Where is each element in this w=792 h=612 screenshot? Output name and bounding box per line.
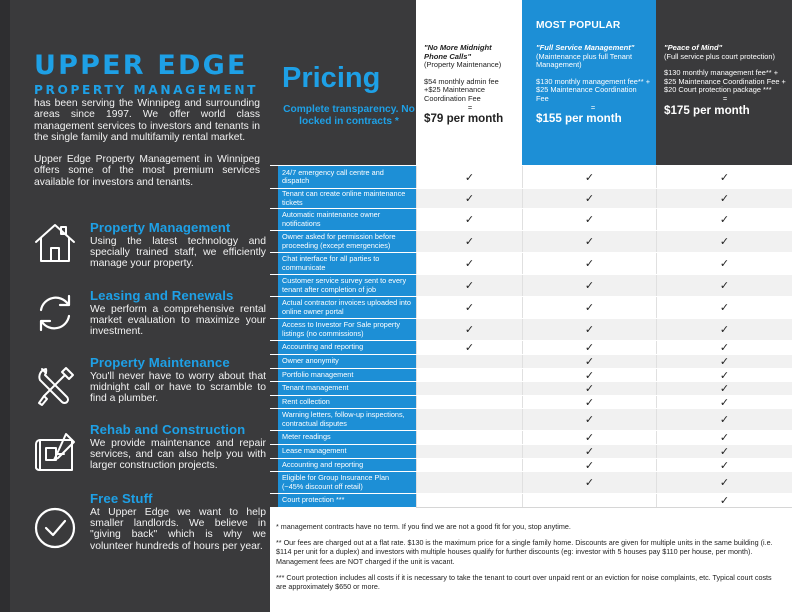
plan-name: "Peace of Mind" xyxy=(664,43,723,52)
row-accent-strip xyxy=(270,341,278,354)
plan-1-cell xyxy=(416,459,522,471)
checkmark-icon: ✓ xyxy=(464,193,475,205)
plan-3-cell xyxy=(656,409,792,430)
plan-2-cell xyxy=(522,369,656,381)
plan-price: $175 per month xyxy=(664,103,750,117)
footnotes xyxy=(276,522,784,591)
plan-1-cell xyxy=(416,396,522,408)
intro-paragraph-2: Upper Edge Property Management in Winnipeg offers some of the most premium services available for investors and tenants. xyxy=(34,154,260,188)
plan-details xyxy=(536,44,650,125)
checkmark-icon: ✓ xyxy=(719,446,730,458)
plan-name: "No More Midnight Phone Calls" xyxy=(424,43,492,61)
feature-row xyxy=(270,252,792,274)
service-rehab-construction xyxy=(10,422,266,502)
plan-column-peace-of-mind xyxy=(656,0,792,165)
feature-row xyxy=(270,165,792,188)
feature-label: Meter readings xyxy=(278,431,416,444)
plan-1-cell xyxy=(416,472,522,493)
plan-1-cell xyxy=(416,382,522,395)
feature-label: Actual contractor invoices uploaded into online owner portal xyxy=(278,297,416,318)
feature-label: Chat interface for all parties to communicate xyxy=(278,253,416,274)
pricing-title: Pricing xyxy=(282,62,381,94)
plan-3-cell xyxy=(656,396,792,408)
checkmark-icon: ✓ xyxy=(584,432,595,444)
plan-1-cell xyxy=(416,297,522,318)
feature-label: Accounting and reporting xyxy=(278,341,416,354)
row-accent-strip xyxy=(270,445,278,458)
footnote-1: * management contracts have no term. If you find we are not a good fit for you, stop anytime. xyxy=(276,522,571,531)
plan-2-cell xyxy=(522,297,656,318)
feature-label: Automatic maintenance owner notifications xyxy=(278,209,416,230)
feature-row xyxy=(270,493,792,507)
feature-label: Owner asked for permission before proceeding (except emergencies) xyxy=(278,231,416,252)
checkmark-icon: ✓ xyxy=(464,342,475,354)
checkmark-icon: ✓ xyxy=(584,446,595,458)
checkmark-icon: ✓ xyxy=(719,356,730,368)
checkmark-icon: ✓ xyxy=(584,477,595,489)
plan-fees: $54 monthly admin fee +$25 Maintenance Coordination Fee xyxy=(424,76,499,103)
feature-label: Warning letters, follow-up inspections, contractual disputes xyxy=(278,409,416,430)
feature-label: Lease management xyxy=(278,445,416,458)
feature-row xyxy=(270,408,792,430)
checkmark-icon: ✓ xyxy=(584,171,595,184)
feature-label: 24/7 emergency call centre and dispatch xyxy=(278,166,416,188)
check-circle-icon xyxy=(32,505,78,551)
intro-text xyxy=(34,98,260,188)
plan-3-cell xyxy=(656,431,792,444)
plan-2-cell xyxy=(522,166,656,188)
plan-description: (Maintenance plus full Tenant Management) xyxy=(536,51,633,70)
feature-row xyxy=(270,354,792,368)
blueprint-pencil-icon xyxy=(32,430,78,476)
row-accent-strip xyxy=(270,297,278,318)
feature-row xyxy=(270,230,792,252)
plan-3-cell xyxy=(656,166,792,188)
pricing-subtitle: Complete transparency. No locked in contracts * xyxy=(283,104,415,127)
plan-2-cell xyxy=(522,494,656,507)
checkmark-icon: ✓ xyxy=(584,414,595,426)
checkmark-icon: ✓ xyxy=(584,193,595,205)
plan-2-cell xyxy=(522,431,656,444)
plan-description: (Property Maintenance) xyxy=(424,60,502,70)
service-title: Leasing and Renewals xyxy=(90,288,234,303)
brand-subtitle: PROPERTY MANAGEMENT xyxy=(34,83,259,97)
checkmark-icon: ✓ xyxy=(584,396,595,409)
row-accent-strip xyxy=(270,355,278,368)
row-accent-strip xyxy=(270,209,278,230)
feature-row xyxy=(270,296,792,318)
feature-label: Tenant can create online maintenance tickets xyxy=(278,189,416,208)
checkmark-icon: ✓ xyxy=(584,258,595,270)
checkmark-icon: ✓ xyxy=(719,414,730,426)
plan-2-cell xyxy=(522,355,656,368)
feature-row xyxy=(270,208,792,230)
plan-details xyxy=(664,44,786,117)
plan-price: $79 per month xyxy=(424,112,504,126)
plan-1-cell xyxy=(416,355,522,368)
checkmark-icon: ✓ xyxy=(584,356,595,368)
service-title: Property Management xyxy=(90,220,231,235)
plan-3-cell xyxy=(656,231,792,252)
row-accent-strip xyxy=(270,396,278,408)
checkmark-icon: ✓ xyxy=(584,369,595,382)
plan-1-cell xyxy=(416,341,522,354)
plan-name: "Full Service Management" xyxy=(536,43,635,52)
feature-row xyxy=(270,444,792,458)
plan-3-cell xyxy=(656,319,792,340)
feature-label: Rent collection xyxy=(278,396,416,408)
service-title: Free Stuff xyxy=(90,491,153,506)
plan-1-cell xyxy=(416,275,522,296)
plan-3-cell xyxy=(656,382,792,395)
brand-title: UPPER EDGE xyxy=(34,50,248,81)
plan-price: $155 per month xyxy=(536,112,622,126)
left-accent-strip xyxy=(0,0,10,612)
plan-3-cell xyxy=(656,275,792,296)
intro-paragraph-1: has been serving the Winnipeg and surrounding areas since 1997. We offer world class management services to investors and tenants in the single family and multifamily rental market. xyxy=(34,98,260,143)
plan-2-cell xyxy=(522,459,656,471)
row-accent-strip xyxy=(270,472,278,493)
feature-label: Court protection *** xyxy=(278,494,416,507)
row-accent-strip xyxy=(270,409,278,430)
checkmark-icon: ✓ xyxy=(584,342,595,354)
row-accent-strip xyxy=(270,382,278,395)
plan-2-cell xyxy=(522,341,656,354)
most-popular-badge: MOST POPULAR xyxy=(536,20,621,31)
plan-1-cell xyxy=(416,209,522,230)
plan-fees: $130 monthly management fee** + $25 Maintenance Coordination Fee + $20 Court protection package *** xyxy=(664,68,786,95)
row-accent-strip xyxy=(270,231,278,252)
service-free-stuff xyxy=(10,491,266,571)
checkmark-icon: ✓ xyxy=(719,369,730,382)
plan-3-cell xyxy=(656,494,792,507)
plan-2-cell xyxy=(522,382,656,395)
plan-2-cell xyxy=(522,275,656,296)
checkmark-icon: ✓ xyxy=(584,236,595,248)
checkmark-icon: ✓ xyxy=(464,214,475,226)
feature-row xyxy=(270,471,792,493)
checkmark-icon: ✓ xyxy=(584,459,595,472)
plan-1-cell xyxy=(416,253,522,274)
feature-label: Access to Investor For Sale property listings (no commissions) xyxy=(278,319,416,340)
row-divider xyxy=(416,507,792,508)
feature-label: Owner anonymity xyxy=(278,355,416,368)
plan-equals: = xyxy=(590,102,596,112)
plan-3-cell xyxy=(656,189,792,208)
feature-label: Tenant management xyxy=(278,382,416,395)
plan-column-full-service xyxy=(522,0,656,165)
checkmark-icon: ✓ xyxy=(719,280,730,292)
checkmark-icon: ✓ xyxy=(464,236,475,248)
checkmark-icon: ✓ xyxy=(464,302,475,314)
service-text: We perform a comprehensive rental market evaluation to maximize your investment. xyxy=(90,304,266,338)
plan-1-cell xyxy=(416,431,522,444)
plan-3-cell xyxy=(656,355,792,368)
checkmark-icon: ✓ xyxy=(719,193,730,205)
plan-1-cell xyxy=(416,409,522,430)
checkmark-icon: ✓ xyxy=(719,495,730,507)
checkmark-icon: ✓ xyxy=(719,236,730,248)
plan-1-cell xyxy=(416,189,522,208)
feature-row xyxy=(270,188,792,208)
service-text: We provide maintenance and repair services, and can also help you with larger construction projects. xyxy=(90,438,266,472)
renew-arrows-icon xyxy=(32,290,78,336)
checkmark-icon: ✓ xyxy=(584,214,595,226)
plan-2-cell xyxy=(522,231,656,252)
plan-2-cell xyxy=(522,189,656,208)
feature-label: Portfolio management xyxy=(278,369,416,381)
plan-3-cell xyxy=(656,253,792,274)
plan-3-cell xyxy=(656,459,792,471)
checkmark-icon: ✓ xyxy=(464,258,475,270)
plan-3-cell xyxy=(656,297,792,318)
service-text: Using the latest technology and specially trained staff, we efficiently manage your property. xyxy=(90,236,266,270)
feature-label: Customer service survey sent to every tenant after completion of job xyxy=(278,275,416,296)
plan-column-maintenance xyxy=(416,0,522,165)
plan-1-cell xyxy=(416,369,522,381)
plan-1-cell xyxy=(416,494,522,507)
plan-3-cell xyxy=(656,369,792,381)
checkmark-icon: ✓ xyxy=(719,258,730,270)
brand-logo xyxy=(34,52,259,97)
service-title: Rehab and Construction xyxy=(90,422,246,437)
footnote-3: *** Court protection includes all costs if it is necessary to take the tenant to court over unpaid rent or an eviction for noise complaints, etc. Typical court costs are approximately $650 or more. xyxy=(276,572,772,592)
row-accent-strip xyxy=(270,431,278,444)
left-panel xyxy=(0,0,270,612)
feature-comparison-table xyxy=(270,165,792,507)
plan-2-cell xyxy=(522,472,656,493)
plan-2-cell xyxy=(522,319,656,340)
service-title: Property Maintenance xyxy=(90,355,230,370)
feature-label: Accounting and reporting xyxy=(278,459,416,471)
plan-3-cell xyxy=(656,445,792,458)
plan-equals: = xyxy=(467,102,473,112)
service-text: At Upper Edge we want to help smaller landlords. We believe in "giving back" which is why we volunteer hundreds of hours per year. xyxy=(90,507,266,552)
feature-row xyxy=(270,368,792,381)
plan-2-cell xyxy=(522,445,656,458)
checkmark-icon: ✓ xyxy=(719,432,730,444)
feature-row xyxy=(270,340,792,354)
row-accent-strip xyxy=(270,369,278,381)
feature-row xyxy=(270,318,792,340)
row-accent-strip xyxy=(270,459,278,471)
checkmark-icon: ✓ xyxy=(584,280,595,292)
checkmark-icon: ✓ xyxy=(719,383,730,395)
checkmark-icon: ✓ xyxy=(584,302,595,314)
feature-row xyxy=(270,395,792,408)
feature-row xyxy=(270,274,792,296)
feature-label: Eligible for Group Insurance Plan (~45% discount off retail) xyxy=(278,472,416,493)
footnote-2: ** Our fees are charged out at a flat rate. $130 is the maximum price for a single family home. Discounts are given for multiple units in the same building (i.e. $114 per unit for a duplex) and investors with multiple houses qualify for further discounts (eg: investor with 5 houses pay $110 per house, per month). Management fees are NOT charged if the unit is vacant. xyxy=(276,538,773,566)
plan-3-cell xyxy=(656,472,792,493)
feature-row xyxy=(270,458,792,471)
service-text: You'll never have to worry about that midnight call or have to scramble to find a plumber. xyxy=(90,371,266,405)
checkmark-icon: ✓ xyxy=(719,396,730,409)
row-accent-strip xyxy=(270,166,278,188)
row-accent-strip xyxy=(270,319,278,340)
feature-row xyxy=(270,381,792,395)
checkmark-icon: ✓ xyxy=(719,214,730,226)
row-accent-strip xyxy=(270,275,278,296)
checkmark-icon: ✓ xyxy=(584,383,595,395)
plan-1-cell xyxy=(416,166,522,188)
checkmark-icon: ✓ xyxy=(719,459,730,472)
checkmark-icon: ✓ xyxy=(719,324,730,336)
checkmark-icon: ✓ xyxy=(719,342,730,354)
plan-2-cell xyxy=(522,209,656,230)
plan-3-cell xyxy=(656,341,792,354)
plan-2-cell xyxy=(522,409,656,430)
plan-3-cell xyxy=(656,209,792,230)
checkmark-icon: ✓ xyxy=(464,280,475,292)
row-accent-strip xyxy=(270,189,278,208)
plan-2-cell xyxy=(522,253,656,274)
plan-fees: $130 monthly management fee** + $25 Maintenance Coordination Fee xyxy=(536,76,651,103)
pricing-header-band xyxy=(270,0,416,165)
wrench-screwdriver-icon xyxy=(32,363,78,409)
feature-row xyxy=(270,430,792,444)
checkmark-icon: ✓ xyxy=(584,324,595,336)
plan-1-cell xyxy=(416,445,522,458)
checkmark-icon: ✓ xyxy=(719,302,730,314)
plan-1-cell xyxy=(416,319,522,340)
checkmark-icon: ✓ xyxy=(719,171,730,184)
plan-1-cell xyxy=(416,231,522,252)
plan-2-cell xyxy=(522,396,656,408)
checkmark-icon: ✓ xyxy=(464,171,475,184)
plan-description: (Full service plus court protection) xyxy=(664,51,775,61)
checkmark-icon: ✓ xyxy=(464,324,475,336)
plan-equals: = xyxy=(722,93,728,103)
row-accent-strip xyxy=(270,494,278,507)
plan-details xyxy=(424,44,516,125)
checkmark-icon: ✓ xyxy=(719,477,730,489)
house-icon xyxy=(32,220,78,266)
row-accent-strip xyxy=(270,253,278,274)
